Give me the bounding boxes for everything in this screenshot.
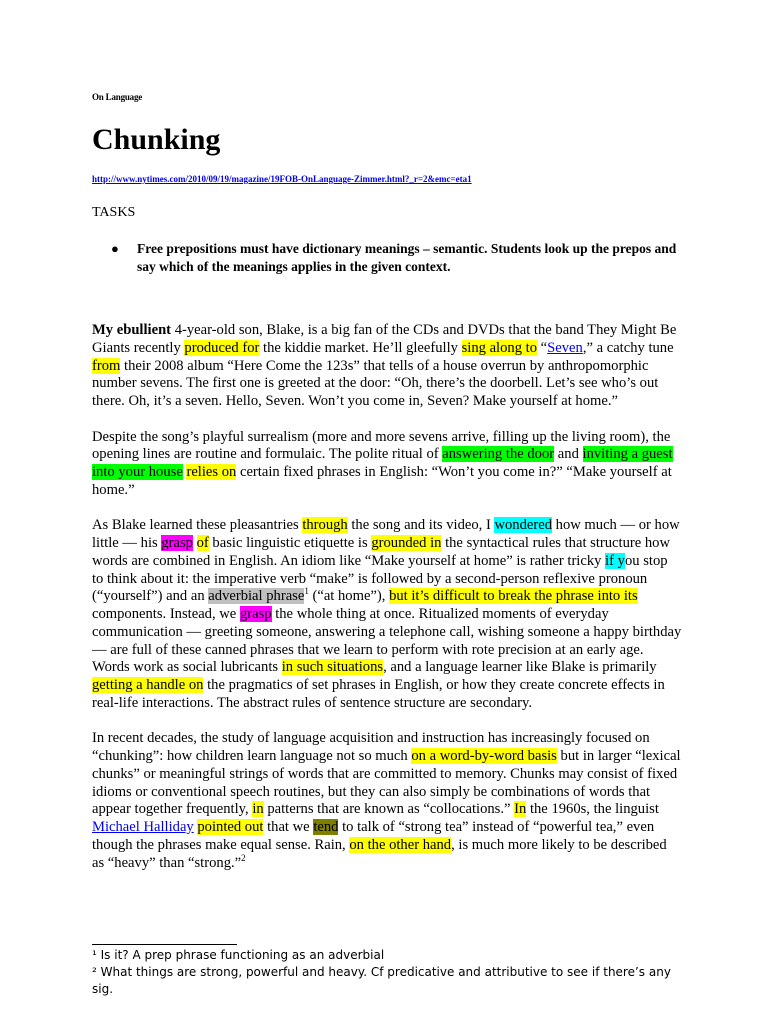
inline-link[interactable]: Michael Halliday xyxy=(92,819,194,835)
highlighted-phrase: from xyxy=(92,357,121,374)
highlighted-phrase: grounded in xyxy=(371,535,442,551)
article-paragraph xyxy=(92,322,682,411)
footnote: ² What things are strong, powerful and heavy. Cf predicative and attributive to see if there’s any sig. xyxy=(92,965,671,996)
highlighted-phrase: grasp xyxy=(239,606,272,622)
text-run: patterns that are known as “collocations.” xyxy=(263,801,515,818)
footnotes xyxy=(92,947,682,998)
section-label: On Language xyxy=(92,92,143,102)
text-run: the whole thing at once. Ritualized moments of everyday communication — greeting someone, answering a telephone call, wishing someone a happy birthday — are full of these canned phrases that we learn to perform with rote precision at an early age. Words work as social lubricants xyxy=(92,606,682,676)
bullet-icon: ● xyxy=(111,241,119,256)
text-run: their 2008 album “Here Come the 123s” that tells of a house overrun by anthropomorphic number sevens. The first one is greeted at the door: “Oh, there’s the doorbell. Let’s see who’s out there. Oh, it’s a seven. Hello, Seven. Won’t you come in, Seven? Make yourself at home.” xyxy=(92,357,659,409)
highlighted-phrase: sing along to xyxy=(461,339,537,356)
inline-link[interactable]: Seven xyxy=(547,339,583,356)
text-run: the syntactical rules that structure how words are combined in English. An idiom like “Make yourself at home” is rather tricky xyxy=(92,535,670,569)
lead-in-text: My ebullient xyxy=(92,322,172,338)
text-run: the pragmatics of set phrases in English, or how they create concrete effects in real-life interactions. The abstract rules of sentence structure are secondary. xyxy=(92,677,665,711)
highlighted-phrase: through xyxy=(302,517,348,534)
article-body xyxy=(92,322,682,890)
highlighted-phrase: tend xyxy=(313,819,339,835)
task-item-text: Free prepositions must have dictionary meanings – semantic. Students look up the prepos and say which of the meanings applies in the given context. xyxy=(137,241,677,274)
highlighted-phrase: in xyxy=(252,801,264,818)
highlighted-phrase: of xyxy=(196,535,209,551)
text-run: (“at home”), xyxy=(308,588,390,605)
footnote: ¹ Is it? A prep phrase functioning as an adverbial xyxy=(92,948,385,962)
footnote-ref: 2 xyxy=(241,852,246,863)
highlighted-phrase: on the other hand xyxy=(349,836,452,853)
text-run: but in larger “lexical chunks” or meaningful strings of words that are committed to memory. Chunks may consist of fixed idioms or conventional speech routines, but they can also simply be combinations of words that appear together frequently, xyxy=(92,748,681,818)
text-run: that we xyxy=(263,819,314,835)
text-run: and xyxy=(554,446,583,463)
text-run: “ xyxy=(537,339,548,356)
source-link[interactable]: http://www.nytimes.com/2010/09/19/magazine/19FOB-OnLanguage-Zimmer.html?_r=2&emc=eta1 xyxy=(92,174,472,184)
text-run: to talk of “strong tea” instead of “powerful tea,” even though the phrases make equal sense. Rain, xyxy=(92,819,655,853)
tasks-heading: TASKS xyxy=(92,205,136,220)
highlighted-phrase: grasp xyxy=(161,535,193,551)
highlighted-phrase: relies on xyxy=(186,464,237,480)
highlighted-phrase: on a word-by-word basis xyxy=(411,748,557,764)
text-run: , is much more likely to be described as “heavy” than “strong.” xyxy=(92,836,667,871)
text-run: the kiddie market. He’ll gleefully xyxy=(259,339,462,356)
highlighted-phrase: if y xyxy=(605,552,625,569)
text-run: As Blake learned these pleasantries xyxy=(92,517,303,534)
footnote-divider xyxy=(92,944,237,945)
text-run: In recent decades, the study of language acquisition and instruction has increasingly focused on “chunking”: how children learn language not so much xyxy=(92,730,650,764)
highlighted-phrase: wondered xyxy=(494,517,552,534)
page-title: Chunking xyxy=(92,123,221,156)
article-paragraph xyxy=(92,730,682,872)
tasks-list xyxy=(92,240,697,276)
text-run: certain fixed phrases in English: “Won’t you come in?” “Make yourself at home.” xyxy=(92,464,672,498)
text-run: , and a language learner like Blake is primarily xyxy=(383,659,657,676)
text-run: ou stop to think about it: the imperative verb “make” is followed by a second-person reflexive pronoun (“yourself”) and an xyxy=(92,552,668,605)
footnote-ref: 1 xyxy=(304,586,309,597)
highlighted-phrase: In xyxy=(514,801,527,818)
highlighted-phrase: produced for xyxy=(184,339,260,356)
task-item xyxy=(111,240,697,276)
highlighted-phrase: pointed out xyxy=(197,819,264,835)
text-run: components. Instead, we xyxy=(92,606,240,622)
text-run: how much — or how little — his xyxy=(92,517,680,551)
text-run: 4-year-old son, Blake, is a big fan of the CDs and DVDs that the band They Might Be Giants recently xyxy=(92,322,677,356)
text-run: the 1960s, the linguist xyxy=(526,801,659,818)
highlighted-phrase: adverbial phrase xyxy=(208,588,305,605)
text-run: ,” a catchy tune xyxy=(582,339,674,356)
text-run: the song and its video, I xyxy=(347,517,495,534)
article-paragraph xyxy=(92,429,682,500)
article-paragraph xyxy=(92,517,682,712)
highlighted-phrase: but it’s difficult to break the phrase into its xyxy=(389,588,638,605)
text-run: basic linguistic etiquette is xyxy=(208,535,372,551)
text-run: Despite the song’s playful surrealism (more and more sevens arrive, filling up the living room), the opening lines are routine and formulaic. The polite ritual of xyxy=(92,428,671,463)
highlighted-phrase: in such situations xyxy=(281,659,384,676)
highlighted-phrase: getting a handle on xyxy=(92,677,204,693)
highlighted-phrase: answering the door xyxy=(442,446,555,463)
highlighted-phrase: inviting a guest into your house xyxy=(92,446,673,480)
